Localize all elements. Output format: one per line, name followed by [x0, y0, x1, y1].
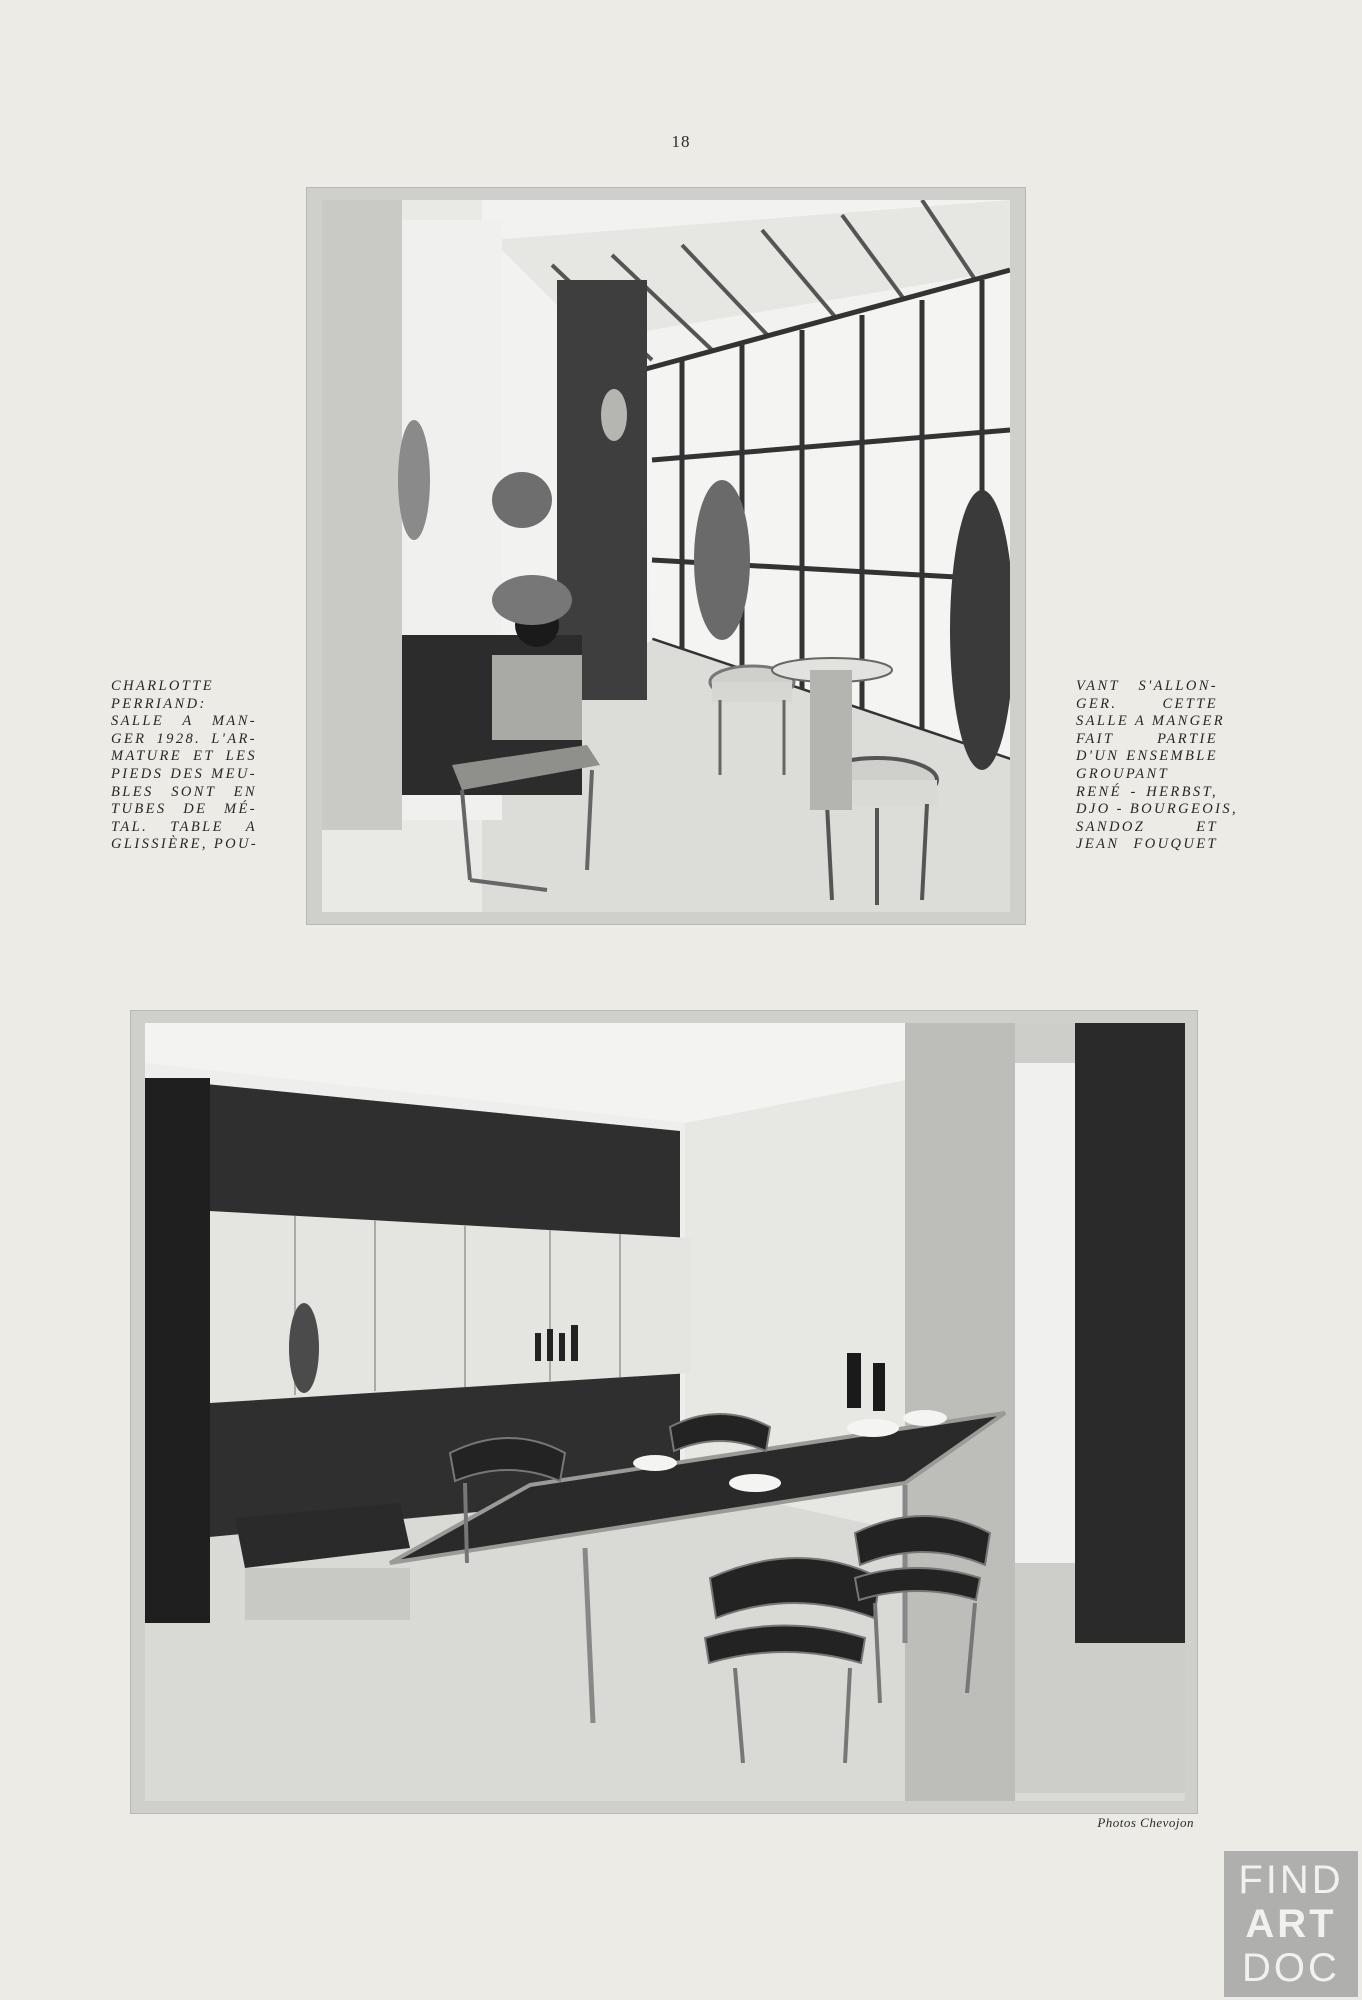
left-caption-line: TAL. TABLE A [111, 818, 257, 835]
left-caption-line: PIEDS DES MEU- [111, 765, 257, 782]
watermark-line-2: ART [1245, 1902, 1337, 1946]
right-caption-line: RENÉ - HERBST, [1076, 783, 1218, 800]
left-caption-line: GLISSIÈRE, POU- [111, 836, 259, 853]
left-caption-line: GER 1928. L'AR- [111, 730, 257, 747]
right-caption [1076, 678, 1239, 854]
right-caption-line: VANT S'ALLON- [1076, 678, 1218, 694]
left-caption-line: MATURE ET LES [111, 748, 257, 765]
bottom-photo-image [145, 1023, 1185, 1801]
right-caption-line: DJO - BOURGEOIS, [1076, 801, 1239, 818]
right-caption-line: D'UN ENSEMBLE [1076, 748, 1218, 765]
left-caption-line: TUBES DE MÉ- [111, 801, 257, 818]
left-caption-line: SALLE A MAN- [111, 713, 257, 730]
watermark-line-1: FIND [1238, 1858, 1344, 1902]
right-caption-line: GER. CETTE [1076, 695, 1218, 712]
photo-credit: Photos Chevojon [1097, 1815, 1194, 1830]
right-caption-line: SANDOZ ET [1076, 818, 1218, 835]
watermark-logo [1224, 1851, 1358, 1997]
bottom-photo [130, 1010, 1198, 1814]
right-caption-line: FAIT PARTIE [1076, 730, 1218, 747]
top-photo-image [322, 200, 1010, 912]
page-number: 18 [671, 132, 691, 151]
right-caption-line: SALLE A MANGER [1076, 713, 1226, 730]
right-caption-line: JEAN FOUQUET [1076, 836, 1218, 853]
left-caption [111, 678, 257, 854]
right-caption-line: GROUPANT [1076, 765, 1170, 782]
left-caption-line: BLES SONT EN [111, 783, 257, 800]
left-caption-line: CHARLOTTE [111, 678, 214, 694]
top-photo [306, 187, 1026, 925]
left-caption-line: PERRIAND: [111, 695, 207, 712]
watermark-line-3: DOC [1242, 1946, 1340, 1990]
